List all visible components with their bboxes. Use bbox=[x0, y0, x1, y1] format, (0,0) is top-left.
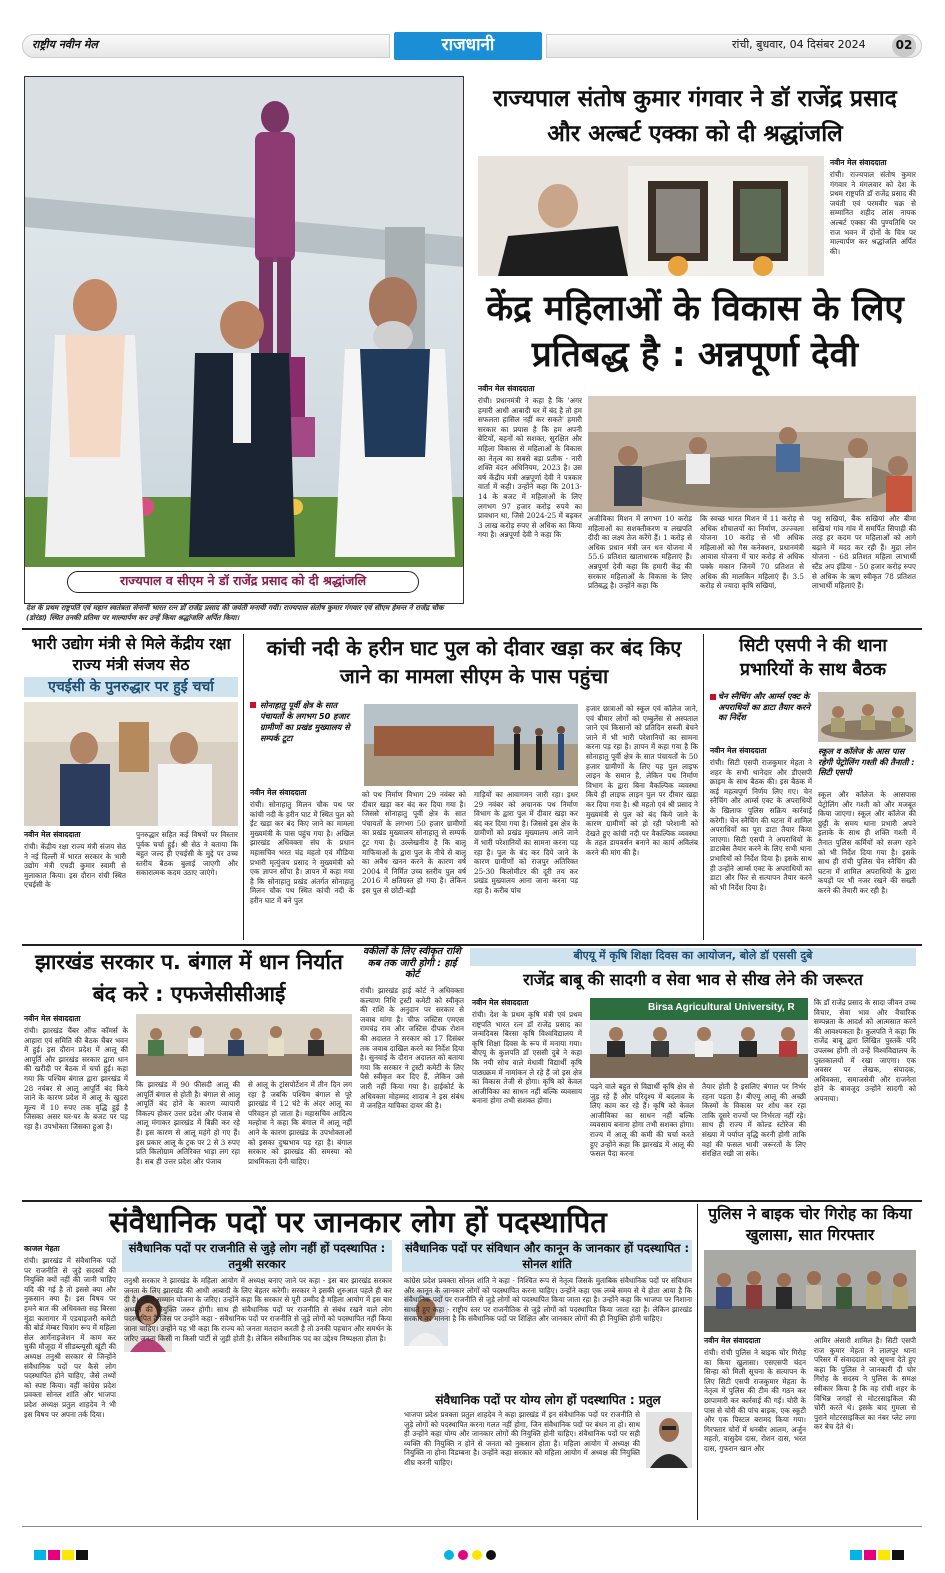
kanchi-highlight-marker bbox=[250, 702, 256, 708]
const-col1: रांची। झारखंड में संवैधानिक पदों पर राजनीति से जुड़े सदस्यों की नियुक्ति क्यों नहीं की जानी चाहिए यदि की गई है तो इससे क्या और नुकसान क्या है। इस विषय पर हमने बात की अधिवक्ता सह बिरसा मुंडा कारागार में एडवाइजरी कमेटी की बोर्ड मेम्बर चित्रांग रूप में महिला सेल आर्गेनाइजेशन में काम कर चुकी मौजूदा में सीडब्ल्यूसी खूंटी की अध्यक्ष तनुश्री सरकार से जिन्होंने संवैधानिक पदों पर कैसे लोग पदस्थापित होने चाहिए, जैसे तथ्यों को स्पष्ट किया। वहीं कांग्रेस प्रदेश प्रवक्ता सोनल शांति और भाजपा प्रदेश अध्यक्ष प्रतुल शाहदेव ने भी इस विषय पर अपना तर्क दिया। bbox=[24, 1256, 116, 1419]
const-headline: संवैधानिक पदों पर जानकार लोग हों पदस्थापित bbox=[109, 1205, 607, 1239]
citysp-quote: स्कूल व कॉलेज के आस पास रहेगी पेट्रोलिंग गश्ती की तैनाती : सिटी एसपी bbox=[818, 746, 915, 777]
annapurna-photo bbox=[588, 396, 916, 512]
governor-photo bbox=[478, 156, 824, 276]
governor-tribute-illustration bbox=[478, 156, 824, 276]
rajendra-col3: तैयार होती है इसलिए बंगाल पर निर्भर रहना पड़ता है। बीएयू आलू की अच्छी किस्मों के विकास पर शोध कर रहा ताकि दूसरे राज्यों पर निर्भरता नहीं रहे। साथ ही राज्य में कोल्ड स्टोरेज की संख्या में पर्याप्त वृद्धि करनी होगी ताकि वहां की फसल भावी जरूरतों के लिए संरक्षित रखी जा सके। bbox=[702, 1082, 806, 1159]
man-portrait-illustration-2 bbox=[646, 1412, 692, 1468]
rajendra-kicker: बीएयू में कृषि शिक्षा दिवस का आयोजन, बोले डॉ एससी दुबे bbox=[573, 949, 813, 962]
kanchi-photo bbox=[364, 704, 578, 786]
annapurna-col4: पशु सखियां, बैंक सखियां और बीमा सखियां गांव गांव में समर्पित सिपाही की तरह हर कदम पर महिलाओं को आगे बढ़ाने में मदद कर रही हैं। मुद्रा लोन योजना - 68 प्रतिशत महिला लाभार्थी स्टैंड अप इंडिया - 50 हजार करोड़ रुपए से अधिक के ऋण स्वीकृत 78 प्रतिशत लाभार्थी महिलाएं हैं। bbox=[812, 514, 916, 591]
chamber-meeting-illustration bbox=[136, 1014, 352, 1076]
lead-photo bbox=[24, 76, 464, 604]
page-number: 02 bbox=[895, 38, 913, 52]
vrule-3 bbox=[697, 1204, 698, 1520]
rajendra-byline: नवीन मेल संवाददाता bbox=[472, 998, 529, 1007]
divider-1 bbox=[22, 628, 922, 630]
rajendra-col4: कि डॉ राजेंद्र प्रसाद के सादा जीवन उच्च विचार, सेवा भाव और वैचारिक सम्पन्नता के आदर्श को आत्मसात करने की आवश्यकता है। कुलपति ने कहा कि राजेंद्र बाबू द्वारा लिखित पुस्तकें यदि उपलब्ध होंगी तो उन्हें विश्वविद्यालय के पुस्तकालयों में रखा जाएगा। एक अवसर पर लेखक, संपादक, अधिवक्ता, समाजसेवी और राजनेता होने के बावजूद उन्होंने सादगी को अपनाया। bbox=[814, 998, 916, 1103]
kanchi-col3: गाड़ियों का आवागमन जारी रहा। इधर 29 नवंबर को अचानक पथ निर्माण विभाग के द्वारा पुल में दीवार खड़ा कर बंद कर दिया गया है। जिससे इस क्षेत्र के ग्रामीणों को प्रखंड मुख्यालय आने जाने में भारी परेशानियों का सामना करना पड़ रहा है। पुल के बंद कर दिये जाने के कारण ग्रामीणों को राजपुर अतिरिक्त 25-30 किलोमीटर की दूरी तय कर प्रखंड मुख्यालय आना जाना करना पड़ रहा है। करीब पांच bbox=[474, 790, 578, 895]
governor-byline: नवीन मेल संवाददाता bbox=[830, 158, 887, 167]
citysp-byline: नवीन मेल संवाददाता bbox=[710, 746, 767, 755]
ministers-meeting-illustration bbox=[24, 702, 238, 826]
rajendra-photo bbox=[590, 998, 808, 1078]
bike-col2: आमिर अंसारी शामिल है। सिटी एसपी राज कुमार मेहता ने लालपुर थाना परिसर में संवाददाता को सूचना देते हुए कहा कि पुलिस ने जानकारी दी चोर गिरोह के सदस्य ने पुलिस के समक्ष स्वीकार किया है कि वह रांची शहर के विभिन्न जगहों से मोटरसाइकिल की चोरी करते थे। इसके बाद गुमला से पुराने मोटरसाइकिल का नंबर प्लेट लगा कर बेच देते थे। bbox=[814, 1336, 916, 1432]
sanjay-col2: पुनरुद्धार सहित कई विषयों पर विस्तार पूर्वक चर्चा हुई। श्री सेठ ने बताया कि बहुत जल्द ही एचईसी के मुद्दे पर उच्च स्तरीय बैठक बुलाई जाएगी और सकारात्मक कदम उठाए जाएंगे। bbox=[136, 830, 238, 878]
kanchi-col2: को पथ निर्माण विभाग 29 नवंबर को दीवार खड़ा कर बंद कर दिया गया है। जिससे सोनाहातु पूर्वी क्षेत्र के सात पंचायतों के लगभग 50 हजार ग्रामीणों का प्रखंड मुख्यालय सोनाहातु से सम्पर्क टूट गया है। उल्लेखनीय है कि बालू माफियाओं के द्वारा पुल के नीचे से बालू का अवैध खनन करने के कारण वर्ष 2004 में निर्मित उच्च स्तरीय पुल वर्ष 2016 में क्षतिग्रस्त हो गया है। लेकिन इस पुल से छोटी-बड़ी bbox=[362, 790, 466, 895]
annapurna-byline: नवीन मेल संवाददाता bbox=[478, 384, 535, 393]
op-sonal-headline: संवैधानिक पदों पर संविधान और कानून के जानकार हों पदस्थापित : सोनल शांति bbox=[404, 1241, 690, 1271]
hc-headline: वकीलों के लिए स्वीकृत राशि कब तक जारी होगी : हाई कोर्ट bbox=[362, 946, 462, 980]
fjcci-col1: रांची। झारखंड चैंबर ऑफ कॉमर्स के आहारा एवं समिति की बैठक चैंबर भवन में हुई। इस दौरान प्रदेश में आलू की आपूर्ति और झारखंड सरकार द्वारा धान की खरीदी पर बैठक में चर्चा हुई। कहा गया कि पश्चिम बंगाल द्वारा झारखंड में 28 नवंबर से आलू आपूर्ति बंद किये जाने के कारण प्रदेश में आलू के खुदरा मूल्य में 10 रुपए तक वृद्धि हुई है जिसका असर घर-घर के बजट पर पड़ रहा है। उपभोक्ता जिसका हुआ है। bbox=[24, 1026, 128, 1131]
vrule-1 bbox=[243, 634, 244, 940]
fjcci-headline: झारखंड सरकार प. बंगाल में धान निर्यात बंद करे : एफजेसीसीआई bbox=[35, 950, 343, 1006]
citysp-headline: सिटी एसपी ने की थाना प्रभारियों के साथ बैठक bbox=[739, 636, 887, 680]
statue-scene-illustration bbox=[25, 77, 464, 604]
governor-body: रांची। राज्यपाल संतोष कुमार गंगवार ने मंगलवार को देश के प्रथम राष्ट्रपति डॉ राजेंद्र प्रसाद की जयंती एवं परमवीर चक्र से सम्मानित शहीद लांस नायक अल्बर्ट एक्का की पुण्यतिथि पर राज भवन में दोनों के चित्र पर माल्यार्पण कर श्रद्धांजलि अर्पित की। bbox=[830, 170, 916, 256]
annapurna-headline: केंद्र महिलाओं के विकास के लिए प्रतिबद्ध है : अन्नपूर्णा देवी bbox=[486, 289, 904, 375]
citysp-col1: रांची। सिटी एसपी राजकुमार मेहता ने शहर के सभी थानेदार और डीएसपी क्राइम के साथ बैठक की। इस बैठक में कई महत्वपूर्ण निर्णय लिए गए। चेन स्नैचिंग और आर्म्स एक्ट के अपराधियों के खिलाफ पुलिस सक्रिय कार्रवाई करेगी। चेन स्नैचिंग की घटना में शामिल अपराधियों का पूरा डाटा तैयार किया जाएगा। सिटी एसपी ने अपराधियों के डाटाबेस तैयार करने के लिए सभी थाना प्रभारियों को निर्देश दिया है। इसके साथ ही उन्होंने आर्म्स एक्ट के अपराधियों का डाटा और फिर से सत्यापन तैयार करने को भी निर्देश दिया है। bbox=[710, 758, 812, 892]
kanchi-col1: रांची। सोनाहातु मिलन चौक पथ पर कांची नदी के हरीन घाट में स्थित पुल को ईंट खड़ा कर बंद किए जाने का मामला मुख्यमंत्री के पास पहुंच गया है। अखिल झारखंड अधिवक्ता संघ के प्रधान महासचिव भरत चंद्र महतो एवं मीडिया प्रभारी मृत्युंजय प्रसाद ने मुख्यमंत्री को एक ज्ञापन सौंपा है। ज्ञापन में कहा गया है कि सोनाहातु प्रखंड अंतर्गत सोनाहातु मिलन चौक पथ स्थित कांची नदी के हरीन घाट में बने पुल bbox=[250, 800, 354, 905]
op-pratul-body: भाजपा प्रदेश प्रवक्ता प्रतुल शाहदेव ने कहा झारखंड में इन संवैधानिक पदों पर राजनीति से जुड़े लोगों को पदस्थापित करना गलत नहीं होगा, जिन संवैधानिक पदों पर बंधन ना हो। साथ ही उन्होंने कहा योग्य और जानकार लोगों की नियुक्ति होनी चाहिए। संवैधानिक पदों पर सही व्यक्ति की नियुक्ति न होने से जनता को नुकसान होता है। महिला आयोग में अध्यक्ष की नियुक्ति ना होना विडम्बना है। उन्होंने कहा सरकार को महिला आयोग में अध्यक्ष की नियुक्ति शीघ्र करनी चाहिए। bbox=[404, 1410, 640, 1467]
op-tanushree-body: तनुश्री सरकार ने झारखंड के महिला आयोग में अध्यक्ष बनाए जाने पर कहा - इस बार झारखंड सरकार जनता के लिए झारखंड की आधी आबादी के लिए बेहतर करेगी। सरकार ने इसकी शुरुआत पहले ही कर दी है। मईयां सम्मान योजना के जरिए। उन्होंने कहा कि सरकार से पूरी उम्मीद है महिला आयोग में इस बार अध्यक्ष की नियुक्ति जरूर होगी। साथ ही संवैधानिक पदों पर राजनीति से संबंध रखने वाले लोग पदस्थापित हैं जिस पर उन्होंने कहा - संवैधानिक पदों पर राजनीति से जुड़े लोगों को पदस्थापित नहीं किया जाना चाहिए। उन्होंने यह भी कहा कि राज्य को जनता मतदान करती है तो उनकी पहचान और समर्थन के जरिए जनता किसी ना किसी पार्टी से जुड़ी होती है। लेकिन संवैधानिक पद का उद्देश्य निष्पक्षता होता है। bbox=[124, 1276, 392, 1343]
dateline: रांची, बुधवार, 04 दिसंबर 2024 bbox=[732, 38, 866, 51]
annapurna-col2: अजीविका मिशन में लगभग 10 करोड़ महिलाओं का सशक्तीकरण व लखपति दीदी का लक्ष्य तेज करेंगे हैं। 1 करोड़ से अधिक प्रधान मंत्री जन धन योजना में 55.6 प्रतिशत खाताधारक महिलाएं हैं। अन्नपूर्णा देवी कहा कि हमारी केंद्र की सरकार महिलाओं के विकास के लिए प्रतिबद्ध है। उन्होंने कहा कि bbox=[588, 514, 692, 591]
bike-photo bbox=[704, 1250, 916, 1332]
hc-body: रांची। झारखंड हाई कोर्ट ने अधिवक्ता कल्याण निधि ट्रस्टी कमेटी को स्वीकृत की राशि के अनुदान पर सरकार से जवाब मांगा है। चीफ जस्टिस एमएस रामचंद्र राव और जस्टिस दीपक रोशन की अदालत ने सरकार को 17 दिसंबर तक जवाब दाखिल करने का निर्देश दिया है। सुनवाई के दौरान अदालत को बताया गया कि सरकार ने ट्रस्टी कमेटी के लिए पैसे स्वीकृत कर दिए हैं, लेकिन उसे जारी नहीं किया गया है। हाईकोर्ट के अधिवक्ता मोहम्मद शादाब ने इस संबंध में जनहित याचिका दायर की है। bbox=[360, 986, 464, 1111]
meeting-illustration bbox=[588, 396, 916, 512]
bridge-wall-illustration bbox=[364, 704, 578, 786]
lead-photo-banner-text: राज्यपाल व सीएम ने डॉ राजेंद्र प्रसाद को दी श्रद्धांजलि bbox=[119, 573, 367, 588]
annapurna-col3: कि स्वच्छ भारत मिशन में 11 करोड़ से अधिक शौचालयों का निर्माण, उज्ज्वला योजना 10 करोड़ से भी अधिक महिलाओं को गैस कनेक्शन, प्रधानमंत्री आवास योजना में चार करोड़ से अधिक पक्के मकान जिनमें 70 प्रतिशत से अधिक की मालकिन महिलाएं हैं। 3.5 करोड़ से ज्यादा कृषि सखियां, bbox=[700, 514, 804, 591]
sanjay-photo bbox=[24, 702, 238, 826]
op-pratul-headline: संवैधानिक पदों पर योग्य लोग हों पदस्थापित : प्रतुल bbox=[435, 1393, 661, 1407]
divider-3 bbox=[22, 1200, 922, 1202]
sanjay-headline: भारी उद्योग मंत्री से मिले केंद्रीय रक्षा राज्य मंत्री संजय सेठ bbox=[31, 635, 231, 674]
university-banner-text: Birsa Agricultural University, R bbox=[648, 1002, 795, 1013]
citysp-highlight-marker bbox=[710, 694, 716, 700]
citysp-col2: स्कूल और कॉलेज के आसपास पेट्रोलिंग और गश्ती को और मजबूत किया जाएगा। स्कूल और कॉलेज की छुट्टी के समय थाना प्रभारी अपने इलाके के साथ ही शक्ति गश्ती में तैनात पुलिस कर्मियों को सजग रहने को भी निर्देश दिया गया है। इसके साथ ही रांची पुलिस चेन स्नैचिंग की घटना में शामिल अपराधियों के द्वारा कपड़ों पर भी नजर रखने की सख्ती करने की तैयारी कर रही है। bbox=[818, 790, 916, 895]
lead-photo-caption: देश के प्रथम राष्ट्रपति एवं महान स्वतंत्रता सेनानी भारत रत्न डॉ राजेंद्र प्रसाद की जयंती मनायी गयी। राज्यपाल संतोष कुमार गंगवार एवं सीएम हेमन्त ने राजेंद्र चौक (डोरंडा) स्थित उनकी प्रतिमा पर माल्यार्पण कर उन्हें किया श्रद्धांजलि अर्पित किया। bbox=[26, 603, 444, 622]
bike-col1: रांची। रांची पुलिस ने बाइक चोर गिरोह का किया खुलासा। एसएसपी चंदन सिन्हा को मिली सूचना के सत्यापन के लिए सिटी एसपी राजकुमार मेहता के नेतृत्व में पुलिस की टीम की गठन कर छापामारी कर कार्रवाई की गई। चोरी के पास से चोरी की पांच बाइक, एक स्कूटी और एक पिस्टल बरामद किया गया। गिरफ्तार चोरों में धनबीर आलम, अर्जुन महतो, वासुदेव दास, रोशन दास, भरत दास, गुफरान खान और bbox=[704, 1348, 806, 1453]
arrested-group-illustration bbox=[704, 1250, 916, 1332]
rajendra-col2: पढ़ने वाले बहुत से विद्यार्थी कृषि क्षेत्र से जुड़ रहे हैं और परिदृश्य में बदलाव के लिए काम कर रहे हैं। कृषि को केवल आजीविका का साधन नहीं बल्कि व्यवसाय बनाना होगा तभी सशक्त होगा। राज्य में आलू की कमी की चर्चा करते हुए उन्होंने कहा कि झारखंड में आलू की फसल पैदा करना bbox=[590, 1082, 694, 1159]
sanjay-byline: नवीन मेल संवाददाता bbox=[24, 830, 81, 839]
annapurna-col1: रांची। प्रधानमंत्री ने कहा है कि 'अगर हमारी आधी आबादी घर में बंद है तो हम सफलता हासिल नहीं कर सकते' हमारी सरकार का प्रयास है कि हम अपनी बेटियों, बहनों को सशक्त, सुरक्षित और महिला विकास से महिलाओं के विकास का नेतृत्व का सबसे बड़ा प्रतीक - नारी शक्ति वंदन अधिनियम, 2023 है। उस वर्ष केंद्रीय मंत्री अन्नपूर्णा देवी ने पत्रकार वार्ता में कही। उन्होंने कहा कि 2013-14 के बजट में महिलाओं के लिए लगभग 97 हजार करोड़ रुपये का प्रावधान था, जिसे 2024-25 में बढ़कर 3 लाख करोड़ रुपए से अधिक का किया गया है। अन्नपूर्णा देवी ने कहा कि bbox=[478, 396, 582, 540]
op-tanushree-headline: संवैधानिक पदों पर राजनीति से जुड़े लोग नहीं हों पदस्थापित : तनुश्री सरकार bbox=[128, 1241, 386, 1271]
op-sonal-body: कांग्रेस प्रदेश प्रवक्ता सोनल शांति ने कहा - निश्चित रूप से नेतृत्व जिसके मुताबिक संवैधानिक पदों पर संविधान और कानून के जानकार लोगों को पदस्थापित करना चाहिए। उन्होंने कहा एक लम्बे समय से ये होता आया है कि संवैधानिक पदों पर राजनीति से जुड़े लोगों को पदस्थापित किया जाता रहा है। उन्होंने कहा कि भाजपा पर निशाना साधते हुए कहा - राष्ट्रीय स्तर पर राजनीतिक से जुड़े लोगों को पदस्थापित किया जाता रहा है। लेकिन झारखंड सरकार का मानना है कि संवैधानिक पदों पर शिक्षित और जानकार लोगों की ही नियुक्ति होनी चाहिए। bbox=[404, 1276, 692, 1324]
bike-byline: नवीन मेल संवाददाता bbox=[704, 1336, 761, 1345]
bike-headline: पुलिस ने बाइक चोर गिरोह का किया खुलासा, सात गिरफ्तार bbox=[708, 1205, 912, 1244]
fjcci-col3: से आलू के ट्रांसपोर्टेशन में तीन दिन लग रहा है जबकि पश्चिम बंगाल से पूरे झारखंड में 12 घंटे के अंदर आलू का परिवहन हो जाता है। महासचिव आदित्य मल्होत्रा ने कहा कि बंगाल में आलू नहीं आने के कारण झारखंड के उपभोक्ताओं को इसका दुष्प्रभाव पड़ रहा है। बंगाल सरकार को झारखंड की समस्या को प्राथमिकता देनी चाहिए। bbox=[248, 1080, 352, 1166]
citysp-photo bbox=[818, 692, 916, 742]
rajendra-headline: राजेंद्र बाबू की सादगी व सेवा भाव से सीख लेने की जरूरत bbox=[523, 970, 863, 989]
police-meeting-illustration bbox=[818, 692, 916, 742]
registration-marks-left bbox=[34, 1550, 94, 1560]
kanchi-highlight: सोनाहातु पूर्वी क्षेत्र के सात पंचायतों के लगभग 50 हजार ग्रामीणों का प्रखंड मुख्यालय से सम्पर्क टूटा bbox=[260, 700, 350, 743]
citysp-highlight: चेन स्नैचिंग और आर्म्स एक्ट के अपराधियों का डाटा तैयार करने का निर्देश bbox=[718, 691, 811, 722]
footer-rule bbox=[22, 1526, 922, 1527]
sanjay-sub: एचईसी के पुनरुद्धार पर हुई चर्चा bbox=[48, 679, 214, 695]
masthead bbox=[22, 32, 922, 60]
const-byline: काजल मेहता bbox=[24, 1244, 60, 1253]
kanchi-col4: हजार छात्राओं को स्कूल एवं कॉलेज जाने, एवं बीमार लोगों को एम्बुलेंस से अस्पताल जाने एवं किसानों को प्रतिदिन सब्जी बेचने जाने में भी भारी परेशानियों का सामना करना पड़ रहा है। ज्ञापन में कहा गया है कि सोनाहातु पूर्वी क्षेत्र के सात पंचायतों के 50 हजार ग्रामीणों के लिए यह पुल लाइफ लाइन के समान है, लेकिन पथ निर्माण विभाग के द्वारा बिना वैकल्पिक व्यवस्था किये ही लाइफ लाइन पुल पर दीवार खड़ा कर दिया गया है। श्री महतो एवं श्री प्रसाद ने मुख्यमंत्री से पुल को बंद किये जाने के कारण ग्रामीणों को हो रही परेशानी को देखते हुए कांची नदी पर वैकल्पिक व्यवस्था के तहत डायवर्सन बनाने का कार्य अविलंब करने की मांग की है। bbox=[586, 704, 698, 857]
rajendra-col1: रांची। देश के प्रथम कृषि मंत्री एवं प्रथम राष्ट्रपति भारत रत्न डॉ राजेंद्र प्रसाद का जन्मदिवस बिरसा कृषि विश्वविद्यालय में कृषि शिक्षा दिवस के रूप में मनाया गया। बीएयू के कुलपति डॉ एससी दुबे ने कहा कि नयी सोच वाले मेधावी विद्यार्थी कृषि पाठ्यक्रम में नामांकन ले रहे हैं जो इस क्षेत्र का विकास तेजी से होगा। कृषि को केवल आजीविका का साधन नहीं बल्कि व्यवसाय बनाना होगा तभी सशक्त होगा। bbox=[472, 1010, 582, 1106]
registration-marks-right bbox=[850, 1550, 910, 1560]
section-title: राजधानी bbox=[441, 35, 495, 55]
registration-marks-center bbox=[444, 1550, 504, 1560]
kanchi-headline: कांची नदी के हरीन घाट पुल को दीवार खड़ा कर बंद किए जाने का मामला सीएम के पास पहुंचा bbox=[266, 636, 682, 688]
vrule-2 bbox=[703, 634, 704, 940]
governor-headline: राज्यपाल संतोष कुमार गंगवार ने डॉ राजेंद्र प्रसाद और अल्बर्ट एक्का को दी श्रद्धांजलि bbox=[493, 86, 897, 147]
fjcci-col2: कि झारखंड में 90 फीसदी आलू की आपूर्ति बंगाल से होती है। बंगाल से आलू आपूर्ति बंद होने के कारण व्यापारी विकल्प होकर उत्तर प्रदेश और पंजाब से आलू मंगाकर झारखंड में बिक्री कर रहे हैं। इस कारण से आलू महंगे हो गए हैं। इस प्रकार आलू के ट्रक पर 2 से 3 रुपए प्रति किलोग्राम अतिरिक्त भाड़ा लग रहा है। सब ही उत्तर प्रदेश और पंजाब bbox=[136, 1080, 240, 1166]
paper-name: राष्ट्रीय नवीन मेल bbox=[32, 38, 98, 51]
fjcci-photo bbox=[136, 1014, 352, 1076]
pratul-portrait bbox=[646, 1412, 692, 1468]
fjcci-byline: नवीन मेल संवाददाता bbox=[24, 1014, 81, 1023]
sanjay-col1: रांची। केंद्रीय रक्षा राज्य मंत्री संजय सेठ ने नई दिल्ली में भारत सरकार के भारी उद्योग मंत्री एचडी कुमार स्वामी से मुलाकात किया। इस दौरान रांची स्थित एचईसी के bbox=[24, 842, 126, 890]
kanchi-byline: नवीन मेल संवाददाता bbox=[250, 788, 307, 797]
